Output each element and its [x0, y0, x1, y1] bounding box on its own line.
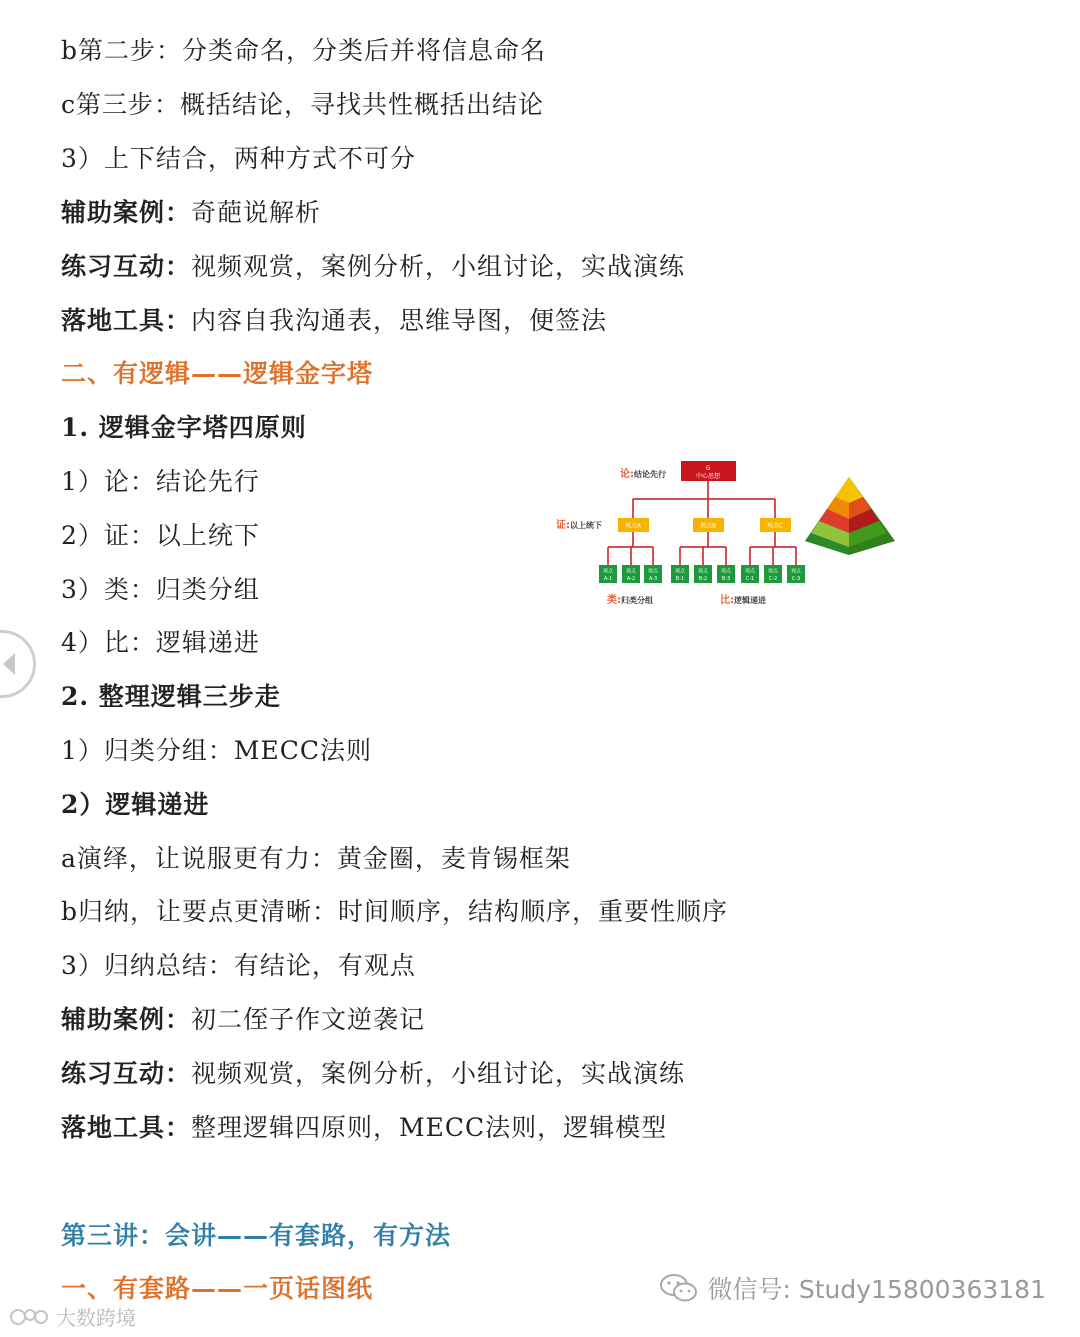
practice-line: 练习互动：视频观赏，案例分析，小组讨论，实战演练 [61, 252, 686, 281]
leaf-prefix: 观点 [602, 568, 614, 575]
principle-zheng: 证:以上统下 [556, 520, 602, 531]
back-button[interactable] [0, 630, 36, 698]
wechat-watermark [659, 1270, 1046, 1306]
subsection-heading: 2. 整理逻辑三步走 [61, 682, 281, 711]
subsection-heading: 1. 逻辑金字塔四原则 [61, 413, 307, 442]
tools-line: 落地工具：整理逻辑四原则，MECC法则，逻辑模型 [61, 1113, 668, 1142]
leaf-prefix: 观点 [647, 568, 659, 575]
subsection-heading: 2）逻辑递进 [61, 790, 210, 819]
leaf-label: C-3 [791, 576, 801, 582]
chevron-left-icon [1, 651, 17, 677]
central-idea-label-2: 中心思想 [695, 473, 721, 480]
text-line: 3）归纳总结：有结论，有观点 [61, 951, 416, 980]
leaf-prefix: 观点 [697, 568, 709, 575]
leaf-prefix: 观点 [625, 568, 637, 575]
section-heading: 一、有套路——一页话图纸 [61, 1274, 374, 1303]
brand-watermark [8, 1302, 136, 1331]
leaf-label: A-3 [648, 576, 658, 582]
leaf-prefix: 观点 [790, 568, 802, 575]
central-idea-label-1: G [705, 465, 711, 472]
auxiliary-case-line: 辅助案例：奇葩说解析 [61, 198, 322, 227]
auxiliary-case-line: 辅助案例：初二侄子作文逆袭记 [61, 1005, 426, 1034]
leaf-boxes [599, 565, 805, 583]
tools-line: 落地工具：内容自我沟通表，思维导图，便签法 [61, 306, 608, 335]
text-line: 1）论：结论先行 [61, 467, 260, 496]
leaf-prefix: 观点 [744, 568, 756, 575]
leaf-label: C-1 [745, 576, 755, 582]
svg-text:观点C: 观点C [766, 522, 784, 530]
leaf-label: B-3 [721, 576, 731, 582]
text-line: b归纳，让要点更清晰：时间顺序，结构顺序，重要性顺序 [61, 897, 729, 926]
leaf-label: A-2 [626, 576, 636, 582]
text-line: 4）比：逻辑递进 [61, 628, 260, 657]
leaf-label: C-2 [768, 576, 778, 582]
principle-bi: 比:逻辑递进 [720, 595, 766, 606]
text-line: 1）归类分组：MECC法则 [61, 736, 373, 765]
svg-text:观点B: 观点B [699, 522, 717, 530]
text-line: c第三步：概括结论，寻找共性概括出结论 [61, 90, 545, 119]
principle-lei: 类:归类分组 [607, 595, 653, 606]
logic-pyramid-diagram [550, 455, 910, 615]
svg-text:观点A: 观点A [624, 522, 642, 530]
leaf-prefix: 观点 [767, 568, 779, 575]
leaf-label: B-1 [675, 576, 685, 582]
leaf-prefix: 观点 [674, 568, 686, 575]
lecture-heading: 第三讲：会讲——有套路，有方法 [61, 1221, 452, 1250]
principle-lun: 论:结论先行 [620, 469, 666, 480]
text-line: 3）上下结合，两种方式不可分 [61, 144, 416, 173]
text-line: 2）证：以上统下 [61, 521, 260, 550]
practice-line: 练习互动：视频观赏，案例分析，小组讨论，实战演练 [61, 1059, 686, 1088]
brand-logo-icon [8, 1304, 52, 1330]
leaf-label: A-1 [603, 576, 613, 582]
text-line: 3）类：归类分组 [61, 575, 260, 604]
leaf-prefix: 观点 [720, 568, 732, 575]
wechat-id: 微信号: Study15800363181 [707, 1275, 1046, 1304]
pyramid-graphic [805, 477, 895, 555]
section-heading: 二、有逻辑——逻辑金字塔 [61, 359, 374, 388]
wechat-icon [659, 1272, 699, 1304]
text-line: b第二步：分类命名，分类后并将信息命名 [61, 36, 547, 65]
brand-name: 大数跨境 [56, 1306, 136, 1330]
leaf-label: B-2 [698, 576, 708, 582]
text-line: a演绎，让说服更有力：黄金圈，麦肯锡框架 [61, 844, 571, 873]
